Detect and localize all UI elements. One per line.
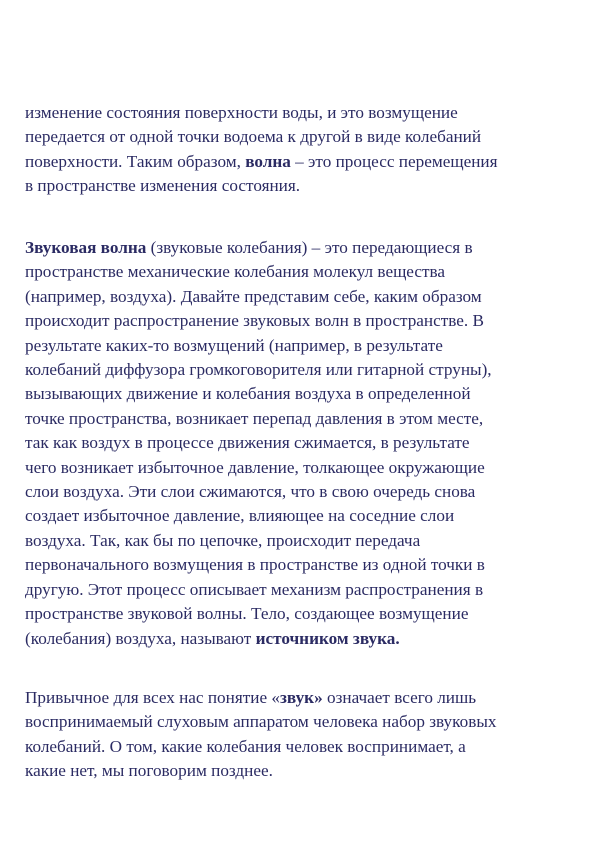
- text-segment: воздуха. Так, как бы по цепочке, происходит передача: [25, 530, 421, 550]
- text-line: [25, 627, 577, 651]
- text-line: [25, 150, 577, 174]
- text-line: [25, 260, 577, 284]
- text-segment: воспринимаемый слуховым аппаратом человека набор звуковых: [25, 712, 497, 732]
- bold-term: Звуковая волна: [25, 238, 147, 257]
- text-segment: (например, воздуха). Давайте представим себе, каким образом: [25, 286, 482, 306]
- text-segment: так как воздух в процессе движения сжимается, в результате: [25, 433, 470, 453]
- text-line: [25, 686, 577, 710]
- bold-term: источником звука.: [255, 628, 400, 648]
- text-segment: (звуковые колебания) – это передающиеся в: [146, 238, 473, 257]
- paragraph-sound-wave: [25, 236, 577, 651]
- text-segment: в пространстве изменения состояния.: [25, 176, 301, 196]
- text-segment: чего возникает избыточное давление, толкающее окружающие: [25, 457, 485, 477]
- text-line: [25, 529, 577, 553]
- text-segment: поверхности. Таким образом,: [25, 151, 246, 171]
- text-segment: другую. Этот процесс описывает механизм распространения в: [25, 579, 484, 599]
- text-line: [25, 710, 577, 734]
- text-segment: означает всего лишь: [322, 688, 477, 707]
- text-segment: пространстве механические колебания молекул вещества: [25, 262, 446, 282]
- text-segment: (колебания) воздуха, называют: [25, 628, 256, 648]
- text-line: [25, 759, 577, 783]
- text-segment: первоначального возмущения в пространстве из одной точки в: [25, 555, 485, 575]
- text-line: [25, 553, 577, 577]
- text-line: [25, 431, 577, 455]
- text-segment: точке пространства, возникает перепад давления в этом месте,: [25, 408, 484, 428]
- text-line: [25, 334, 577, 358]
- text-line: [25, 735, 577, 759]
- text-line: [25, 358, 577, 382]
- text-segment: – это процесс перемещения: [290, 151, 498, 171]
- text-segment: передается от одной точки водоема к другой в виде колебаний: [25, 127, 482, 147]
- text-segment: Привычное для всех нас понятие «: [25, 688, 280, 707]
- text-line: [25, 236, 577, 260]
- text-segment: результате каких-то возмущений (например, в результате: [25, 335, 443, 355]
- bold-term: волна: [245, 151, 291, 171]
- paragraph-wave-definition: [25, 101, 577, 199]
- text-line: [25, 578, 577, 602]
- text-segment: происходит распространение звуковых волн в пространстве. В: [25, 311, 484, 331]
- text-line: [25, 101, 577, 125]
- text-line: [25, 407, 577, 431]
- text-segment: слои воздуха. Эти слои сжимаются, что в свою очередь снова: [25, 482, 476, 502]
- text-segment: изменение состояния поверхности воды, и это возмущение: [25, 103, 458, 122]
- text-segment: пространстве звуковой волны. Тело, создающее возмущение: [25, 604, 469, 624]
- text-line: [25, 285, 577, 309]
- text-line: [25, 602, 577, 626]
- text-segment: создает избыточное давление, влияющее на соседние слои: [25, 506, 455, 526]
- text-line: [25, 309, 577, 333]
- text-line: [25, 382, 577, 406]
- text-line: [25, 125, 577, 149]
- text-line: [25, 174, 577, 198]
- text-segment: колебаний диффузора громкоговорителя или гитарной струны),: [25, 360, 492, 380]
- text-line: [25, 480, 577, 504]
- text-segment: колебаний. О том, какие колебания человек воспринимает, а: [25, 736, 466, 756]
- text-line: [25, 504, 577, 528]
- text-segment: вызывающих движение и колебания воздуха в определенной: [25, 384, 471, 404]
- text-line: [25, 456, 577, 480]
- bold-term: звук»: [279, 688, 323, 707]
- text-segment: какие нет, мы поговорим позднее.: [25, 761, 273, 781]
- paragraph-sound-concept: [25, 686, 577, 784]
